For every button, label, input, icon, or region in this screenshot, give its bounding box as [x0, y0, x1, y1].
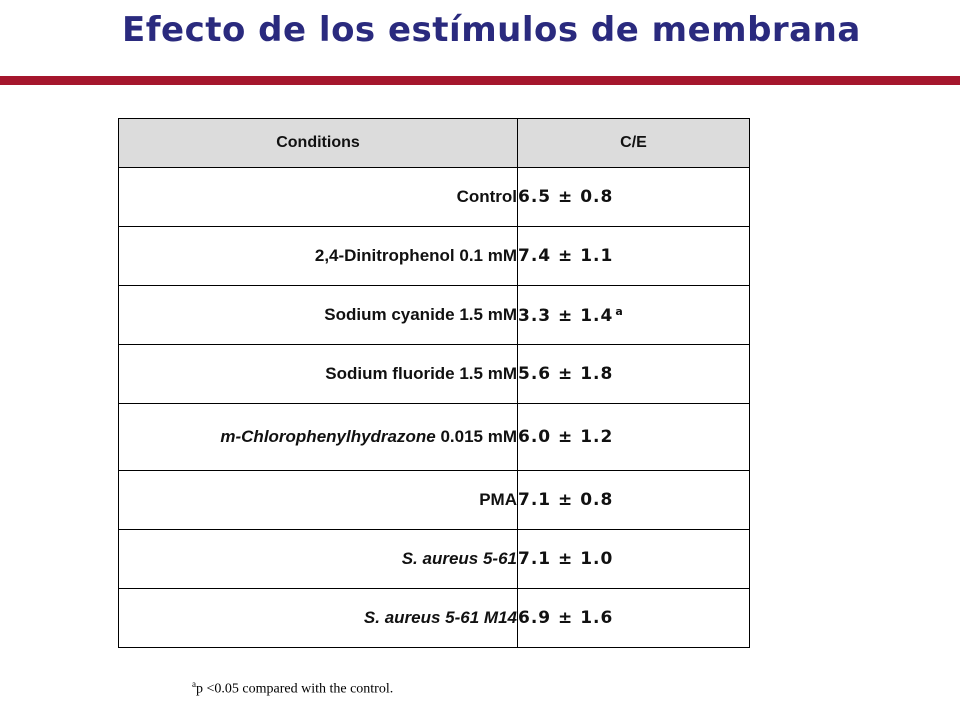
condition-cell: [119, 168, 518, 227]
ce-value: 7.4 ± 1.1: [518, 246, 614, 266]
condition-text: S. aureus 5-61: [401, 549, 517, 568]
condition-cell: [119, 227, 518, 286]
condition-cell: [119, 345, 518, 404]
condition-cell: [119, 471, 518, 530]
condition-text: Sodium cyanide 1.5 mM: [324, 305, 517, 324]
table-row: [119, 227, 750, 286]
header-ce: C/E: [518, 119, 750, 168]
table-row: [119, 530, 750, 589]
footnote-text: p <0.05 compared with the control.: [196, 681, 394, 697]
ce-value: 6.0 ± 1.2: [518, 427, 614, 447]
header-conditions: Conditions: [119, 119, 518, 168]
footnote-marker: a: [192, 679, 196, 689]
value-cell: [518, 227, 750, 286]
table-row: [119, 345, 750, 404]
ce-value: 6.9 ± 1.6: [518, 608, 614, 628]
table-row: [119, 168, 750, 227]
value-cell: [518, 286, 750, 345]
ce-value: 3.3 ± 1.4: [518, 305, 614, 326]
condition-concentration: 0.015 mM: [435, 427, 517, 446]
table-row: [119, 286, 750, 345]
table-row: [119, 471, 750, 530]
condition-text: m-Chlorophenylhydrazone: [220, 427, 436, 446]
value-cell: [518, 404, 750, 471]
page-title: Efecto de los estímulos de membrana: [122, 10, 861, 50]
condition-text: PMA: [479, 490, 517, 509]
condition-cell: [119, 404, 518, 471]
condition-cell: [119, 589, 518, 648]
condition-text: S. aureus 5-61 M14: [363, 608, 517, 627]
ce-value: 5.6 ± 1.8: [518, 364, 614, 384]
value-cell: [518, 168, 750, 227]
table-header-row: [119, 119, 750, 168]
condition-text: Sodium fluoride 1.5 mM: [325, 364, 517, 383]
ce-value: 7.1 ± 0.8: [518, 490, 614, 510]
condition-text: Control: [456, 187, 517, 206]
value-cell: [518, 345, 750, 404]
footnote: [192, 679, 393, 698]
results-table: [118, 118, 750, 648]
condition-cell: [119, 530, 518, 589]
ce-value: 7.1 ± 1.0: [518, 549, 614, 569]
value-cell: [518, 471, 750, 530]
title-divider: [0, 76, 960, 85]
ce-value: 6.5 ± 0.8: [518, 187, 614, 207]
value-cell: [518, 530, 750, 589]
table-row: [119, 589, 750, 648]
condition-text: 2,4-Dinitrophenol 0.1 mM: [314, 246, 517, 265]
significance-marker: a: [615, 304, 624, 318]
value-cell: [518, 589, 750, 648]
condition-cell: [119, 286, 518, 345]
table-row: [119, 404, 750, 471]
